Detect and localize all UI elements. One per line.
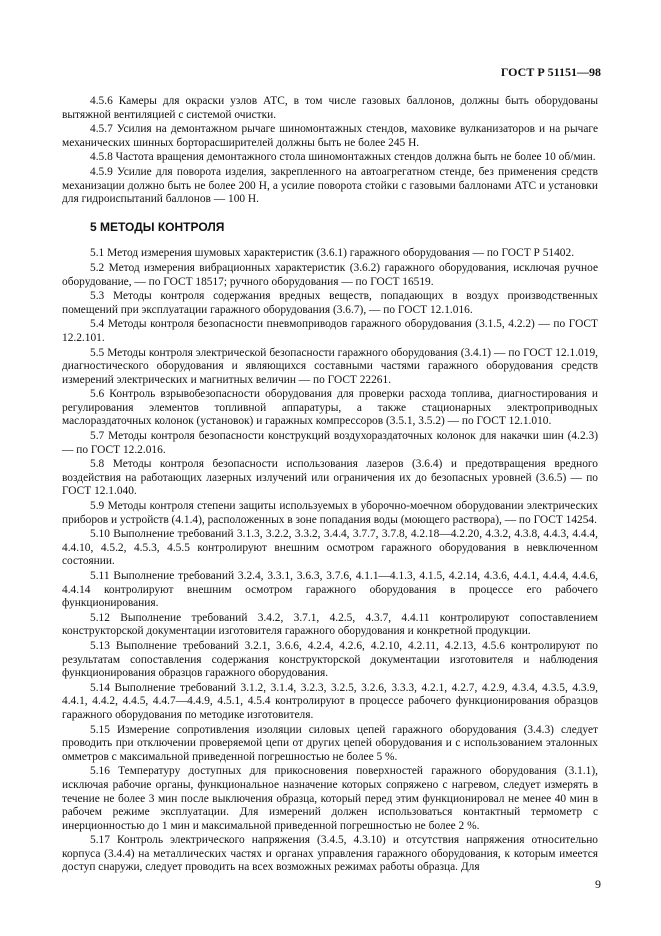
paragraph: 5.16 Температуру доступных для прикосновения поверхностей гаражного оборудования (3.1.1), исключая рабочие органы, функциональное назначение которых сопряжено с нагревом, следует измерять в течение не более 3 мин после выключения образца, который перед этим функционировал не менее 40 мин в рабочем режиме эксплуатации. Для измерений должен использоваться контактный термометр с инерционностью до 1 мин и максимальной приведенной погрешностью не более 2 %. xyxy=(62,765,598,832)
paragraph: 5.12 Выполнение требований 3.4.2, 3.7.1, 4.2.5, 4.3.7, 4.4.11 контролируют сопоставлением конструкторской документации изготовителя гаражного оборудования и конкретной продукции. xyxy=(62,611,598,638)
paragraph: 5.17 Контроль электрического напряжения (3.4.5, 4.3.10) и отсутствия напряжения относительно корпуса (3.4.4) на металлических частях и органах управления гаражного оборудования, к которым имеется доступ снаружи, следует проводить на всех возможных режимах работы образца. Для xyxy=(62,834,598,874)
paragraph: 5.13 Выполнение требований 3.2.1, 3.6.6, 4.2.4, 4.2.6, 4.2.10, 4.2.11, 4.2.13, 4.5.6 контролируют по результатам сопоставления содержания конструкторской документации изготовителя и наблюдения функционирования образцов гаражного оборудования. xyxy=(62,639,598,680)
paragraph: 5.4 Методы контроля безопасности пневмоприводов гаражного оборудования (3.1.5, 4.2.2) — по ГОСТ 12.2.101. xyxy=(62,318,598,344)
paragraph: 5.9 Методы контроля степени защиты используемых в уборочно-моечном оборудовании электрических приборов и устройств (4.1.4), расположенных в зоне попадания воды (моющего раствора), — по ГОСТ 14254. xyxy=(62,500,598,526)
paragraph: 5.8 Методы контроля безопасности использования лазеров (3.6.4) и предотвращения вредного воздействия на работающих лазерных излучений или ограничения их до безопасных уровней (3.6.5) — по ГОСТ 12.1.040. xyxy=(62,458,598,498)
paragraph: 5.11 Выполнение требований 3.2.4, 3.3.1, 3.6.3, 3.7.6, 4.1.1—4.1.3, 4.1.5, 4.2.14, 4.3.6, 4.4.1, 4.4.4, 4.4.6, 4.4.14 контролируют внешним осмотром гаражного оборудования в процессе его рабочего функционирования. xyxy=(62,570,598,610)
paragraph: 5.14 Выполнение требований 3.1.2, 3.1.4, 3.2.3, 3.2.5, 3.2.6, 3.3.3, 4.2.1, 4.2.7, 4.2.9, 4.3.4, 4.3.5, 4.3.9, 4.4.1, 4.4.2, 4.4.5, 4.4.7—4.4.9, 4.5.1, 4.5.4 контролируют в процессе рабочего функционирования образцов гаражного оборудования по методике изготовителя. xyxy=(62,681,598,721)
section-heading: 5 МЕТОДЫ КОНТРОЛЯ xyxy=(90,219,225,234)
paragraph: 5.7 Методы контроля безопасности конструкций воздухораздаточных колонок для накачки шин (4.2.3) — по ГОСТ 12.2.016. xyxy=(62,430,598,456)
paragraph: 4.5.8 Частота вращения демонтажного стола шиномонтажных стендов должна быть не более 10 об/мин. xyxy=(90,151,596,164)
paragraph: 5.2 Метод измерения вибрационных характеристик (3.6.2) гаражного оборудования, исключая ручное оборудование, — по ГОСТ 18517; ручного оборудования — по ГОСТ 16519. xyxy=(62,261,598,288)
paragraph: 5.10 Выполнение требований 3.1.3, 3.2.2, 3.3.2, 3.4.4, 3.7.7, 3.7.8, 4.2.18—4.2.20, 4.3.2, 4.3.8, 4.4.3, 4.4.4, 4.4.10, 4.5.2, 4.5.3, 4.5.5 контролируют внешним осмотром гаражного оборудования в невключенном состоянии. xyxy=(62,528,598,568)
document-body xyxy=(62,95,598,876)
paragraph: 5.15 Измерение сопротивления изоляции силовых цепей гаражного оборудования (3.4.3) следует проводить при отключении проверяемой цепи от других цепей оборудования и с использованием эталонных омметров с максимальной приведенной погрешностью не более 5 %. xyxy=(62,723,598,763)
standard-code-header: ГОСТ Р 51151—98 xyxy=(500,65,601,79)
paragraph: 5.5 Методы контроля электрической безопасности гаражного оборудования (3.4.1) — по ГОСТ 12.1.019, диагностического оборудования и являющихся составными частями гаражного оборудования средств измерений электрических и магнитных величин — по ГОСТ 22261. xyxy=(62,346,598,386)
paragraph: 5.6 Контроль взрывобезопасности оборудования для проверки расхода топлива, диагностирования и регулирования элементов топливной аппаратуры, а также стационарных электроприводных маслораздаточных колонок (установок) и гаражных компрессоров (3.5.1, 3.5.2) — по ГОСТ 12.1.010. xyxy=(62,388,598,428)
paragraph: 4.5.9 Усилие для поворота изделия, закрепленного на автоагрегатном стенде, без применения средств механизации должно быть не более 200 Н, а усилие поворота стойки с газовыми баллонами АТС и установки для гидроиспытаний баллонов — 100 Н. xyxy=(62,165,598,206)
paragraph: 5.1 Метод измерения шумовых характеристик (3.6.1) гаражного оборудования — по ГОСТ Р 51402. xyxy=(90,247,575,260)
paragraph: 4.5.6 Камеры для окраски узлов АТС, в том числе газовых баллонов, должны быть оборудованы вытяжной вентиляцией с системой очистки. xyxy=(62,95,598,121)
paragraph: 4.5.7 Усилия на демонтажном рычаге шиномонтажных стендов, маховике вулканизаторов и на рычаге механических шинных борторасширителей должны быть не более 245 Н. xyxy=(62,123,598,149)
page-number: 9 xyxy=(595,877,601,891)
paragraph: 5.3 Методы контроля содержания вредных веществ, попадающих в воздух производственных помещений при эксплуатации гаражного оборудования (3.6.7), — по ГОСТ 12.1.016. xyxy=(62,290,598,316)
